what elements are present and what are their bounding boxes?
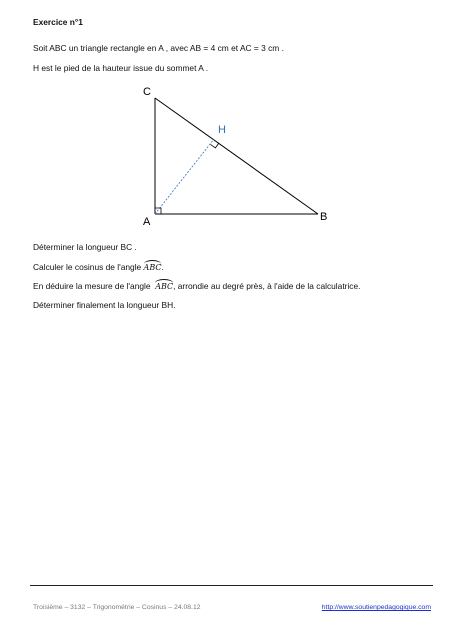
- question-3-end: , arrondie au degré près, à l'aide de la calculatrice.: [173, 281, 361, 291]
- exercise-title: Exercice n°1: [33, 17, 83, 27]
- footer-divider: [30, 585, 433, 586]
- side-bc: [155, 98, 318, 214]
- angle-abc: ABC: [143, 263, 162, 272]
- label-h: H: [218, 124, 226, 136]
- altitude-ah: [155, 139, 214, 214]
- footer-info: Troisième – 3132 – Trigonométrie – Cosinus – 24.08.12: [33, 604, 201, 611]
- question-1: Déterminer la longueur BC .: [33, 242, 137, 252]
- label-a: A: [143, 216, 151, 228]
- exercise-statement: Soit ABC un triangle rectangle en A , avec AB = 4 cm et AC = 3 cm .: [33, 43, 284, 53]
- question-4: Déterminer finalement la longueur BH.: [33, 300, 176, 310]
- question-3: [33, 280, 360, 292]
- label-b: B: [320, 211, 328, 223]
- question-2: [33, 261, 164, 273]
- footer-link[interactable]: http://www.soutienpedagogique.com: [321, 604, 431, 611]
- altitude-statement: H est le pied de la hauteur issue du sommet A .: [33, 63, 209, 73]
- question-2-text: Calculer le cosinus de l'angle: [33, 262, 144, 272]
- angle-abc: ABC: [155, 282, 174, 291]
- question-2-end: .: [161, 262, 164, 272]
- right-angle-mark-h: [211, 143, 219, 148]
- label-c: C: [143, 86, 151, 98]
- question-3-text: En déduire la mesure de l'angle: [33, 281, 156, 291]
